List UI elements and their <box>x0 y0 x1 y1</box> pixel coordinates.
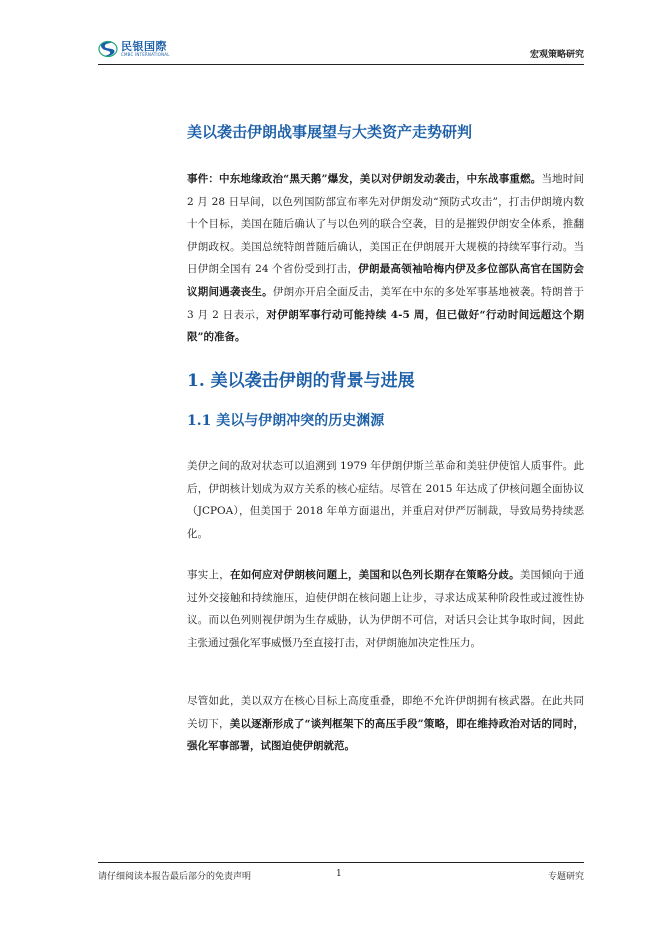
event-text-2: 伊朗亦开启全面反击，美军在中东的多处军事基地被袭。特朗普于 3 月 2 日表示， <box>187 285 585 321</box>
disclaimer-note: 请仔细阅读本报告最后部分的免责声明 <box>98 872 252 882</box>
section-heading: 1. 美以袭击伊朗的背景与进展 <box>187 371 415 391</box>
consensus-paragraph <box>187 690 584 758</box>
report-title: 美以袭击伊朗战事展望与大类资产走势研判 <box>187 123 473 141</box>
event-paragraph <box>187 168 584 349</box>
strategy-paragraph <box>187 564 584 654</box>
history-paragraph: 美伊之间的敌对状态可以追溯到 1979 年伊朗伊斯兰革命和美驻伊使馆人质事件。此后，伊朗核计划成为双方关系的核心症结。尽管在 2015 年达成了伊核问题全面协议（JCPOA），但美国于 2018 年单方面退出，并重启对伊严厉制裁，导致局势持续恶化。 <box>187 460 584 540</box>
report-type: 专题研究 <box>547 872 584 882</box>
event-text-1: 当地时间 2 月 28 日早间，以色列国防部宣布率先对伊朗发动“预防式攻击”，打击伊朗境内数十个目标，美国在随后确认了与以色列的联合空袭，目的是摧毁伊朗安全体系，推翻伊朗政权。美国总统特朗普随后确认，美国正在伊朗展开大规模的持续军事行动。当日伊朗全国有 24 个省份受到打击， <box>187 173 585 276</box>
report-category: 宏观策略研究 <box>529 50 584 60</box>
page-header <box>98 38 584 65</box>
company-logo <box>98 40 170 58</box>
logo-mark-icon <box>98 40 118 58</box>
logo-english-name: CMBC INTERNATIONAL <box>121 52 170 57</box>
event-lead: 事件：中东地缘政治“黑天鹅”爆发，美以对伊朗发动袭击，中东战事重燃。 <box>187 173 542 185</box>
consensus-text: 尽管如此，美以双方在核心目标上高度重叠，即绝不允许伊朗拥有核武器。在此共同关切下， <box>187 695 584 730</box>
strategy-emphasis: 在如何应对伊朗核问题上，美国和以色列长期存在策略分歧。 <box>229 569 520 581</box>
event-emphasis-1: 伊朗最高领袖哈梅内伊及多位部队高官在国防会议期间遇袭丧生。 <box>187 263 585 298</box>
strategy-text-2: 美国倾向于通过外交接触和持续施压，迫使伊朗在核问题上让步，寻求达成某种阶段性或过渡性协议。而以色列则视伊朗为生存威胁，认为伊朗不可信，对话只会让其争取时间，因此主张通过强化军事威慑乃至直接打击，对伊朗施加决定性压力。 <box>187 569 585 649</box>
event-emphasis-2: 对伊朗军事行动可能持续 4-5 周，但已做好“行动时间远超这个期限”的准备。 <box>187 308 584 344</box>
strategy-text-1: 事实上， <box>187 569 230 581</box>
subsection-heading: 1.1 美以与伊朗冲突的历史渊源 <box>187 413 385 429</box>
consensus-emphasis: 美以逐渐形成了“谈判框架下的高压手段”策略，即在维持政治对话的同时，强化军事部署，试图迫使伊朗就范。 <box>187 717 585 753</box>
page-number: 1 <box>336 869 342 879</box>
page-footer <box>98 862 584 887</box>
logo-chinese-name: 民银国際 <box>121 40 167 53</box>
